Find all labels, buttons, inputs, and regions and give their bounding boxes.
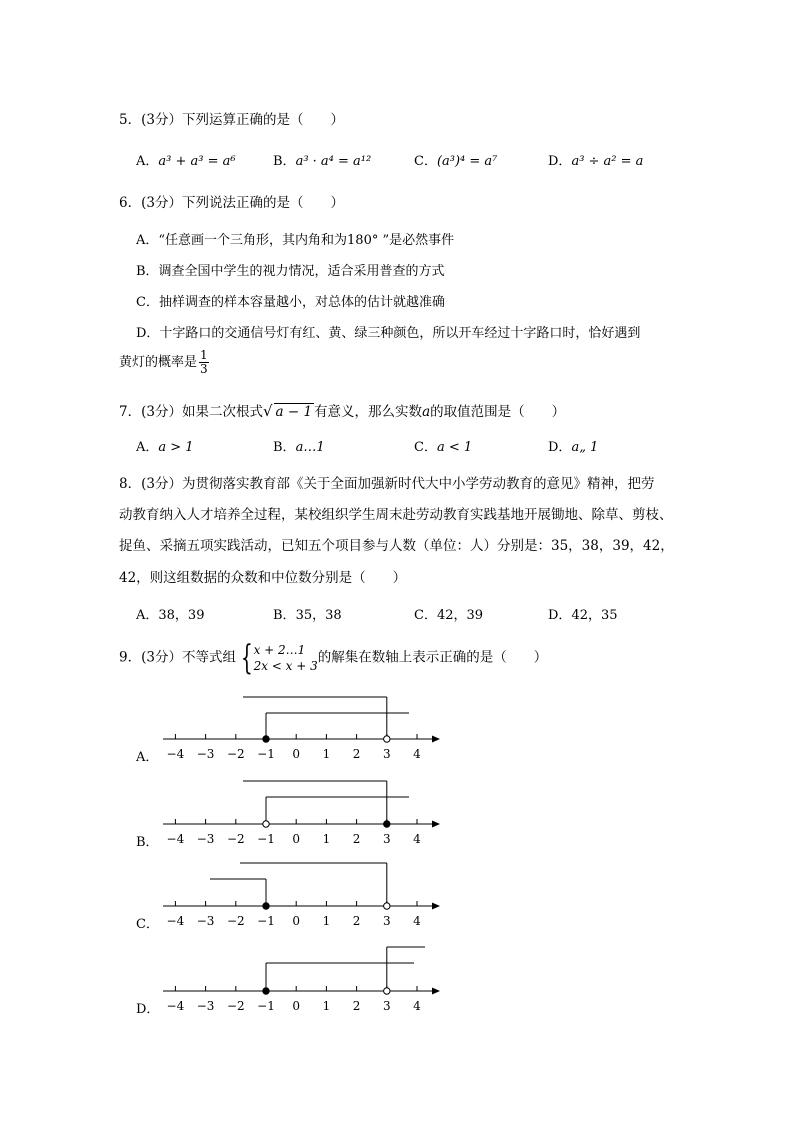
q5-stem: 5．(3分）下列运算正确的是（ ） [119,112,344,128]
tick-label: −1 [257,914,275,928]
closed-dot [384,821,390,827]
q8-stem-line-1: 8．(3分）为贯彻落实教育部《关于全面加强新时代大中小学劳动教育的意见》精神，把劳 [119,476,655,492]
tick-label: 2 [352,747,361,761]
tick-label: −4 [166,832,185,846]
q7-option-b[interactable]: B．a…1 [273,440,325,455]
tick-label: 3 [382,914,391,928]
tick-label: 2 [352,914,361,928]
tick-label: 4 [413,914,421,928]
tick-label: 4 [413,999,421,1013]
q6-stem: 6．(3分）下列说法正确的是（ ） [119,195,344,211]
q8-stem-line-3: 捉鱼、采摘五项实践活动，已知五个项目参与人数（单位：人）分别是：35，38，39，42， [119,538,674,554]
tick-label: 1 [322,999,331,1013]
tick-label: 4 [413,747,421,761]
tick-label: −3 [196,747,215,761]
closed-dot [263,988,269,994]
open-dot [384,988,390,994]
tick-label: 2 [352,832,361,846]
tick-label: 0 [292,832,301,846]
tick-label: 0 [292,999,301,1013]
tick-label: 4 [413,832,421,846]
tick-label: −2 [226,999,245,1013]
q6-option-d-continued: 黄灯的概率是 $\frac{1}{3}$ [119,348,208,376]
tick-label: −3 [196,914,215,928]
q7-stem: 7．(3分）如果二次根式√ a − 1 有意义，那么实数a的取值范围是（ ） [119,402,566,420]
arrow-icon [432,736,440,743]
tick-label: −1 [257,832,275,846]
q8-option-c[interactable]: C．42，39 [414,608,484,623]
tick-label: 0 [292,914,301,928]
q8-option-d[interactable]: D．42，35 [548,608,618,623]
tick-label: 1 [322,914,331,928]
open-dot [384,736,390,742]
inequality-system: { x + 2…1 2x < x + 3 [240,638,318,678]
q9-option-b[interactable]: B． [136,835,159,850]
tick-label: 3 [382,999,391,1013]
q6-option-d[interactable]: D．十字路口的交通信号灯有红、黄、绿三种颜色，所以开车经过十字路口时，恰好遇到 [136,326,641,341]
q5-option-c[interactable]: C．(a³)⁴ = a⁷ [414,154,498,169]
q7-option-c[interactable]: C．a < 1 [414,440,473,455]
sqrt-icon: √ [262,402,273,420]
tick-label: 3 [382,832,391,846]
tick-label: −3 [196,999,215,1013]
q8-stem-line-4: 42，则这组数据的众数和中位数分别是（ ） [119,570,407,586]
q9-stem: 9．(3分）不等式组 { x + 2…1 2x < x + 3 的解集在数轴上表示正确的是（ ） [119,638,548,678]
tick-label: 1 [322,832,331,846]
tick-label: −1 [257,747,275,761]
closed-dot [263,736,269,742]
tick-label: 1 [322,747,331,761]
q9-option-a[interactable]: A． [136,750,159,765]
number-line-c [163,863,440,928]
open-dot [263,821,269,827]
tick-label: −1 [257,999,275,1013]
q9-option-d[interactable]: D． [136,1002,160,1017]
tick-label: 2 [352,999,361,1013]
q6-option-b[interactable]: B．调查全国中学生的视力情况，适合采用普查的方式 [136,264,445,279]
number-line-b [163,781,440,846]
tick-label: −4 [166,999,185,1013]
arrow-icon [432,988,440,995]
q8-option-a[interactable]: A．38，39 [136,608,205,623]
q5-option-d[interactable]: D．a³ ÷ a² = a [548,154,644,169]
number-line-d [163,947,440,1013]
q6-option-c[interactable]: C．抽样调查的样本容量越小，对总体的估计就越准确 [136,295,445,310]
tick-label: −2 [226,747,245,761]
fraction-one-third: $\frac{1}{3}$ [200,348,208,376]
q7-option-d[interactable]: D．a„ 1 [548,440,599,455]
tick-label: 3 [382,747,391,761]
q7-option-a[interactable]: A．a > 1 [136,440,194,455]
q5-option-b[interactable]: B．a³ · a⁴ = a¹² [273,154,372,169]
q8-stem-line-2: 动教育纳入人才培养全过程，某校组织学生周末赴劳动教育实践基地开展锄地、除草、剪枝、 [119,507,673,523]
closed-dot [263,903,269,909]
tick-label: −4 [166,747,185,761]
arrow-icon [432,903,440,910]
q6-option-a[interactable]: A．“任意画一个三角形，其内角和为180° ”是必然事件 [136,233,455,248]
tick-label: −2 [226,914,245,928]
left-brace-icon: { [240,638,253,678]
tick-label: −4 [166,914,185,928]
q8-option-b[interactable]: B．35，38 [273,608,342,623]
open-dot [384,903,390,909]
tick-label: 0 [292,747,301,761]
tick-label: −2 [226,832,245,846]
q5-option-a[interactable]: A．a³ + a³ = a⁶ [136,154,236,169]
tick-label: −3 [196,832,215,846]
q9-option-c[interactable]: C． [136,917,159,932]
arrow-icon [432,821,440,828]
number-line-a [163,697,440,761]
